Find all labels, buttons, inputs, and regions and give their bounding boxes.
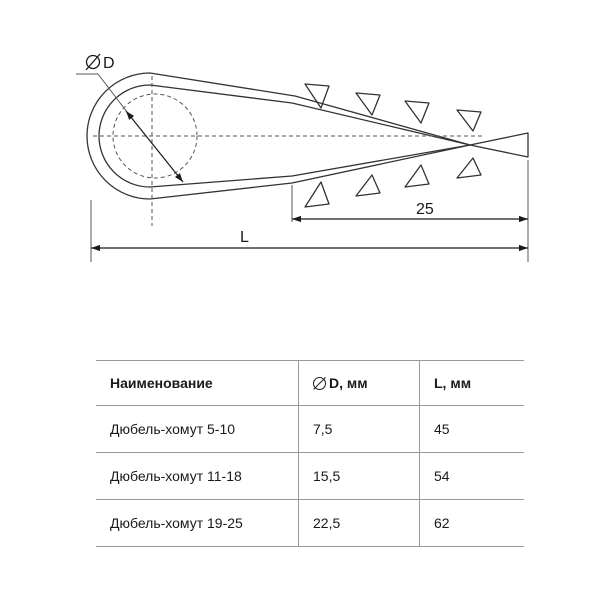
header-diameter-label: D, мм [329,375,368,391]
table-header-row [96,361,524,406]
cell-diameter: 15,5 [299,453,420,500]
dim-25-label: 25 [416,201,434,218]
diameter-symbol-icon [86,54,100,70]
cell-name: Дюбель-хомут 5-10 [96,406,299,453]
cell-length: 45 [420,406,525,453]
table-row [96,406,524,453]
clamp-teeth [305,84,481,207]
length-label: L [240,229,249,246]
header-diameter [299,361,420,406]
table-row [96,500,524,547]
header-name: Наименование [96,361,299,406]
diameter-label: D [103,55,115,72]
cell-diameter: 7,5 [299,406,420,453]
cell-name: Дюбель-хомут 11-18 [96,453,299,500]
diameter-dimension-line [126,111,183,182]
table-row [96,453,524,500]
header-length: L, мм [420,361,525,406]
extension-lines [76,74,528,262]
cell-diameter: 22,5 [299,500,420,547]
clamp-outline [87,73,528,199]
diameter-symbol-icon [313,377,326,390]
cell-name: Дюбель-хомут 19-25 [96,500,299,547]
cell-length: 62 [420,500,525,547]
cell-length: 54 [420,453,525,500]
spec-table [96,360,524,547]
